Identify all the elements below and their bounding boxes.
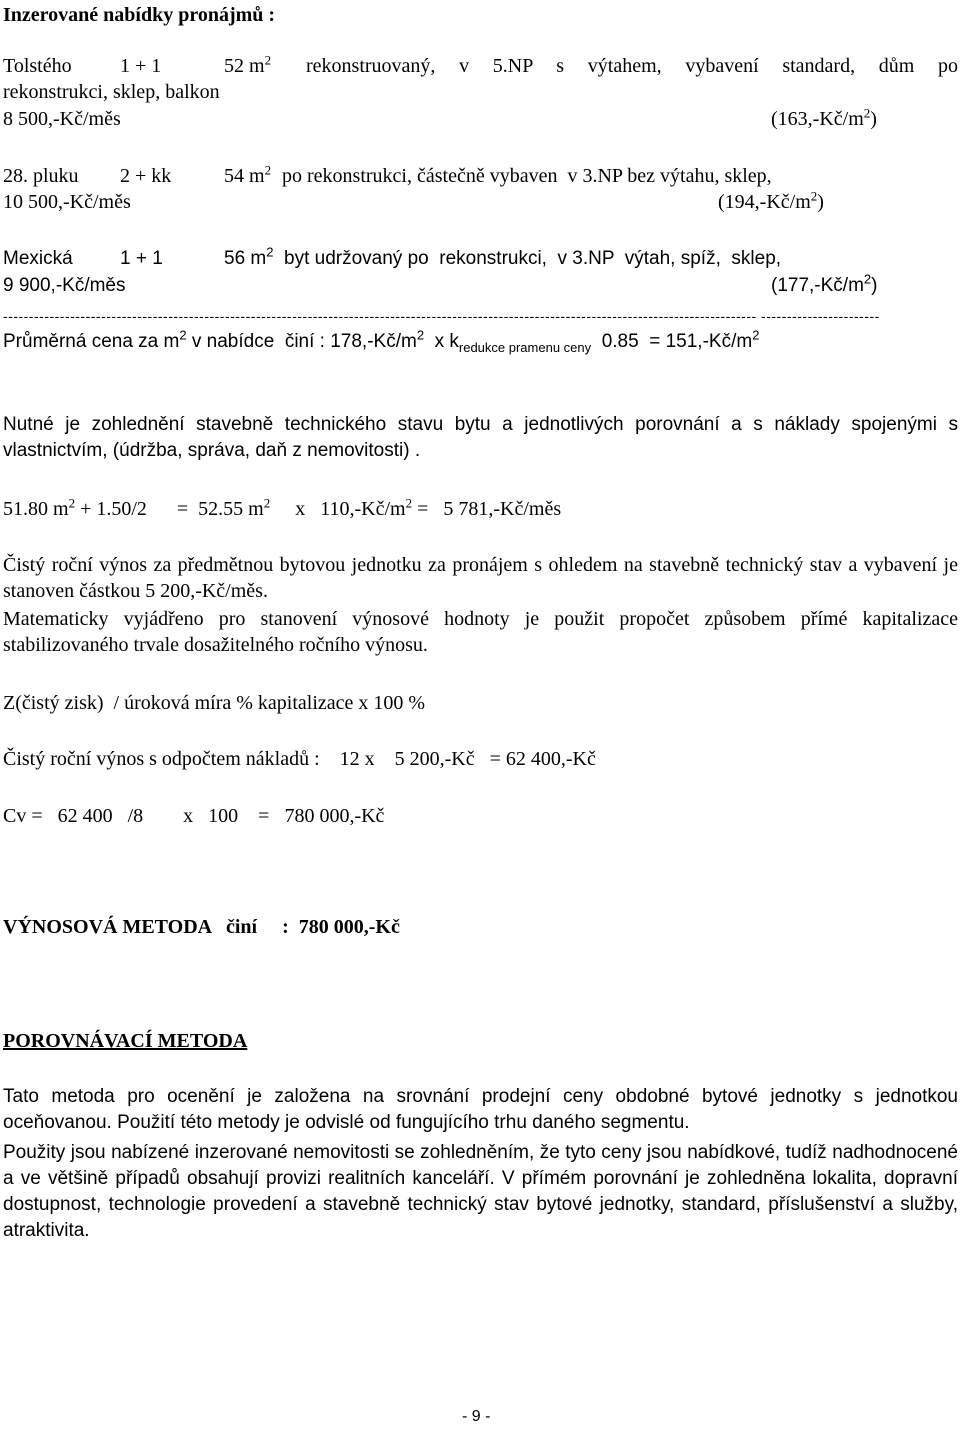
listing-street: Mexická xyxy=(3,248,73,269)
comparison-paragraph-1: Tato metoda pro ocenění je založena na srovnání prodejní ceny obdobné bytové jednotky s jednotkou oceňovanou. Použití této metody je odvislé od fungujícího trhu daného segmentu. xyxy=(3,1086,958,1133)
listing-street: 28. pluku xyxy=(3,165,79,187)
average-price-line: Průměrná cena za $m^2$ v nabídce činí : $178,-Kč/m^2$ x $k_{redukce pramenu ceny}$ $0.85 = 151,-Kč/m^2$ xyxy=(3,327,760,355)
listing-price: 9 900,-Kč/měs xyxy=(3,275,126,296)
capitalization-formula: Z(čistý zisk) / úroková míra % kapitalizace x 100 % xyxy=(3,692,426,714)
net-yield-paragraph: Čistý roční výnos za předmětnou bytovou jednotku za pronájem s ohledem na stavebně technický stav a vybavení je stanoven částkou 5 200,-Kč/měs. xyxy=(3,554,958,602)
capitalized-value: Cv = 62 400 /8 x 100 = 780 000,-Kč xyxy=(3,805,385,827)
page-heading: Inzerované nabídky pronájmů : xyxy=(3,4,276,26)
yield-method-result: VÝNOSOVÁ METODA činí : 780 000,-Kč xyxy=(3,916,400,938)
listing-area: 54 $m^2$ xyxy=(224,162,272,187)
math-paragraph: Matematicky vyjádřeno pro stanovení výnosové hodnoty je použit propočet způsobem přímé kapitalizace stabilizovaného trvale dosažitelného ročního výnosu. xyxy=(3,608,958,656)
listing-description: rekonstruovaný, v 5.NP s výtahem, vybavení standard, dům po xyxy=(306,55,958,77)
listing-street: Tolstého xyxy=(3,55,72,77)
comparison-paragraph-2: Použity jsou nabízené inzerované nemovitosti se zohledněním, že tyto ceny jsou nabídkové, tudíž nadhodnocené a ve většině případů obsahují provizi realitních kanceláří. V přímém porovnání je zohledněna lokalita, dopravní dostupnost, technologie provedení a stavebně technický stav bytové jednotky, standard, příslušenství a služby, atraktivita. xyxy=(3,1142,958,1241)
page-number: - 9 - xyxy=(462,1408,491,1425)
listing-price-per-m2: $(163,-Kč/m^2)$ xyxy=(771,105,877,130)
listing-layout: 1 + 1 xyxy=(120,55,162,77)
listing-price: 10 500,-Kč/měs xyxy=(3,191,131,213)
listing-layout: 1 + 1 xyxy=(120,248,163,269)
listing-description-cont: rekonstrukci, sklep, balkon xyxy=(3,81,220,103)
rent-calculation: 51.80 $m^2 + 1.50/2$ = 52.55 $m^2$ x $110,-Kč/m^2 = 5$ 781,-Kč/měs xyxy=(3,495,562,520)
dashed-separator: -------------------------------------------------------------------------------------------------------------------------------------------------- ----------------------- xyxy=(3,308,880,324)
listing-area: 52 $m^2$ xyxy=(224,52,272,77)
comparison-method-heading: POROVNÁVACÍ METODA xyxy=(3,1030,248,1052)
note-paragraph: Nutné je zohlednění stavebně technického stavu bytu a jednotlivých porovnání a s náklady spojenými s vlastnictvím, (údržba, správa, daň z nemovitosti) . xyxy=(3,414,958,461)
listing-price-per-m2: $(194,-Kč/m^2)$ xyxy=(718,188,824,213)
net-annual-yield: Čistý roční výnos s odpočtem nákladů : 12 x 5 200,-Kč = 62 400,-Kč xyxy=(3,748,596,770)
listing-layout: 2 + kk xyxy=(120,165,172,187)
listing-price-per-m2: $(177,-Kč/m^2)$ xyxy=(771,271,878,296)
listing-description: byt udržovaný po rekonstrukci, v 3.NP výtah, spíž, sklep, xyxy=(284,248,782,269)
listing-price: 8 500,-Kč/měs xyxy=(3,108,121,130)
listing-area: 56 $m^2$ xyxy=(224,244,274,269)
listing-description: po rekonstrukci, částečně vybaven v 3.NP bez výtahu, sklep, xyxy=(282,165,772,187)
